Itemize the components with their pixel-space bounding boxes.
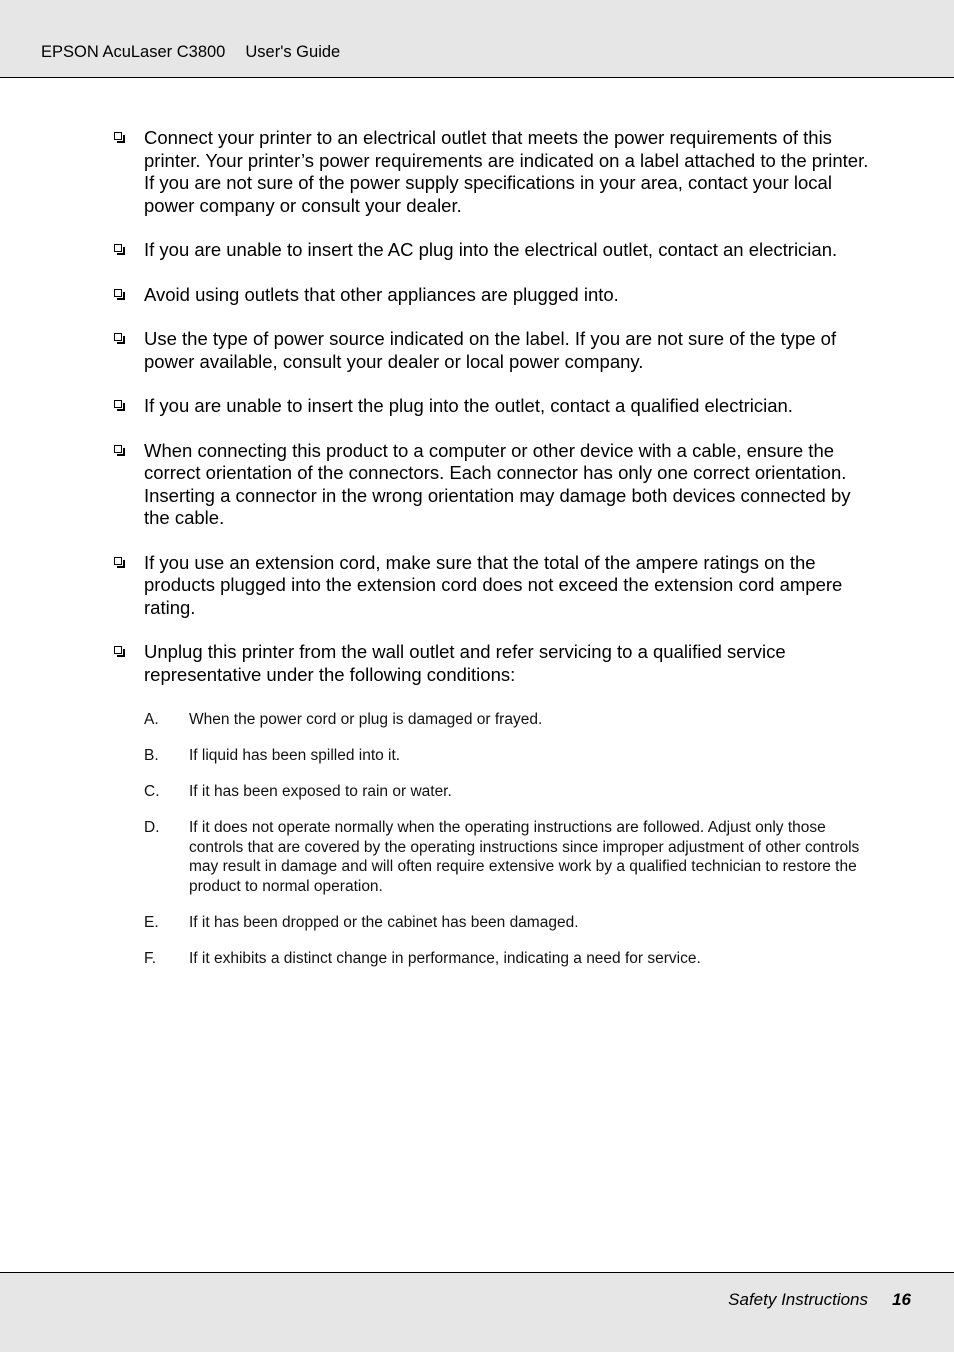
conditions-list [144, 710, 877, 968]
bullet-item [113, 284, 877, 307]
condition-text: If it has been exposed to rain or water. [189, 783, 452, 800]
checkbox-bullet-icon [114, 132, 125, 143]
page-content [113, 127, 877, 985]
bullet-text: When connecting this product to a computer or other device with a cable, ensure the correct orientation of the connectors. Each connector has only one correct orientation. Inserting a connector in the wrong orientation may damage both devices connected by the cable. [144, 439, 851, 528]
condition-item [144, 818, 877, 896]
condition-item [144, 949, 877, 969]
bullet-text: Unplug this printer from the wall outlet and refer servicing to a qualified service representative under the following conditions: [144, 641, 786, 685]
condition-label: F. [144, 949, 157, 967]
checkbox-bullet-icon [114, 445, 125, 456]
checkbox-bullet-icon [114, 557, 125, 568]
condition-label: A. [144, 711, 159, 728]
section-title: Safety Instructions [728, 1290, 868, 1309]
condition-text: When the power cord or plug is damaged or frayed. [189, 711, 543, 728]
condition-item [144, 746, 877, 766]
page-number: 16 [892, 1290, 911, 1309]
condition-text: If liquid has been spilled into it. [189, 747, 401, 764]
page-header [0, 0, 954, 78]
condition-item [144, 710, 877, 730]
bullet-item [113, 328, 877, 373]
checkbox-bullet-icon [114, 333, 125, 344]
bullet-item [113, 127, 877, 217]
condition-label: E. [144, 913, 159, 931]
condition-label: C. [144, 783, 160, 800]
condition-text: If it does not operate normally when the operating instructions are followed. Adjust only those controls that are covered by the operating instructions since improper adjustment of other controls may result in damage and will often require extensive work by a qualified technician to restore the product to normal operation. [189, 819, 860, 895]
header-title [41, 43, 340, 62]
bullet-text: Avoid using outlets that other appliances are plugged into. [144, 283, 619, 305]
bullet-item [113, 641, 877, 686]
bullet-item [113, 395, 877, 418]
condition-label: B. [144, 747, 159, 764]
bullet-text: If you are unable to insert the plug into the outlet, contact a qualified electrician. [144, 395, 793, 416]
condition-item [144, 782, 877, 802]
page-footer [0, 1272, 954, 1352]
bullet-text: If you are unable to insert the AC plug into the electrical outlet, contact an electrician. [144, 239, 838, 260]
checkbox-bullet-icon [114, 289, 125, 300]
guide-name: User's Guide [245, 43, 341, 61]
condition-label: D. [144, 819, 160, 836]
condition-item [144, 913, 877, 933]
bullet-item [113, 239, 877, 262]
bullet-text: If you use an extension cord, make sure that the total of the ampere ratings on the products plugged into the extension cord does not exceed the extension cord ampere rating. [144, 551, 843, 618]
bullet-text: Connect your printer to an electrical outlet that meets the power requirements of this printer. Your printer’s power requirements are indicated on a label attached to the printer. If you are not sure of the power supply specifications in your area, contact your local power company or consult your dealer. [144, 127, 869, 216]
checkbox-bullet-icon [114, 244, 125, 255]
condition-text: If it has been dropped or the cabinet has been damaged. [189, 913, 579, 931]
condition-text: If it exhibits a distinct change in performance, indicating a need for service. [189, 949, 701, 967]
checkbox-bullet-icon [114, 646, 125, 657]
bullet-text: Use the type of power source indicated on the label. If you are not sure of the type of power available, consult your dealer or local power company. [144, 328, 837, 372]
checkbox-bullet-icon [114, 400, 125, 411]
product-name: EPSON AcuLaser C3800 [41, 43, 226, 61]
bullet-item [113, 440, 877, 530]
bullet-item [113, 552, 877, 620]
